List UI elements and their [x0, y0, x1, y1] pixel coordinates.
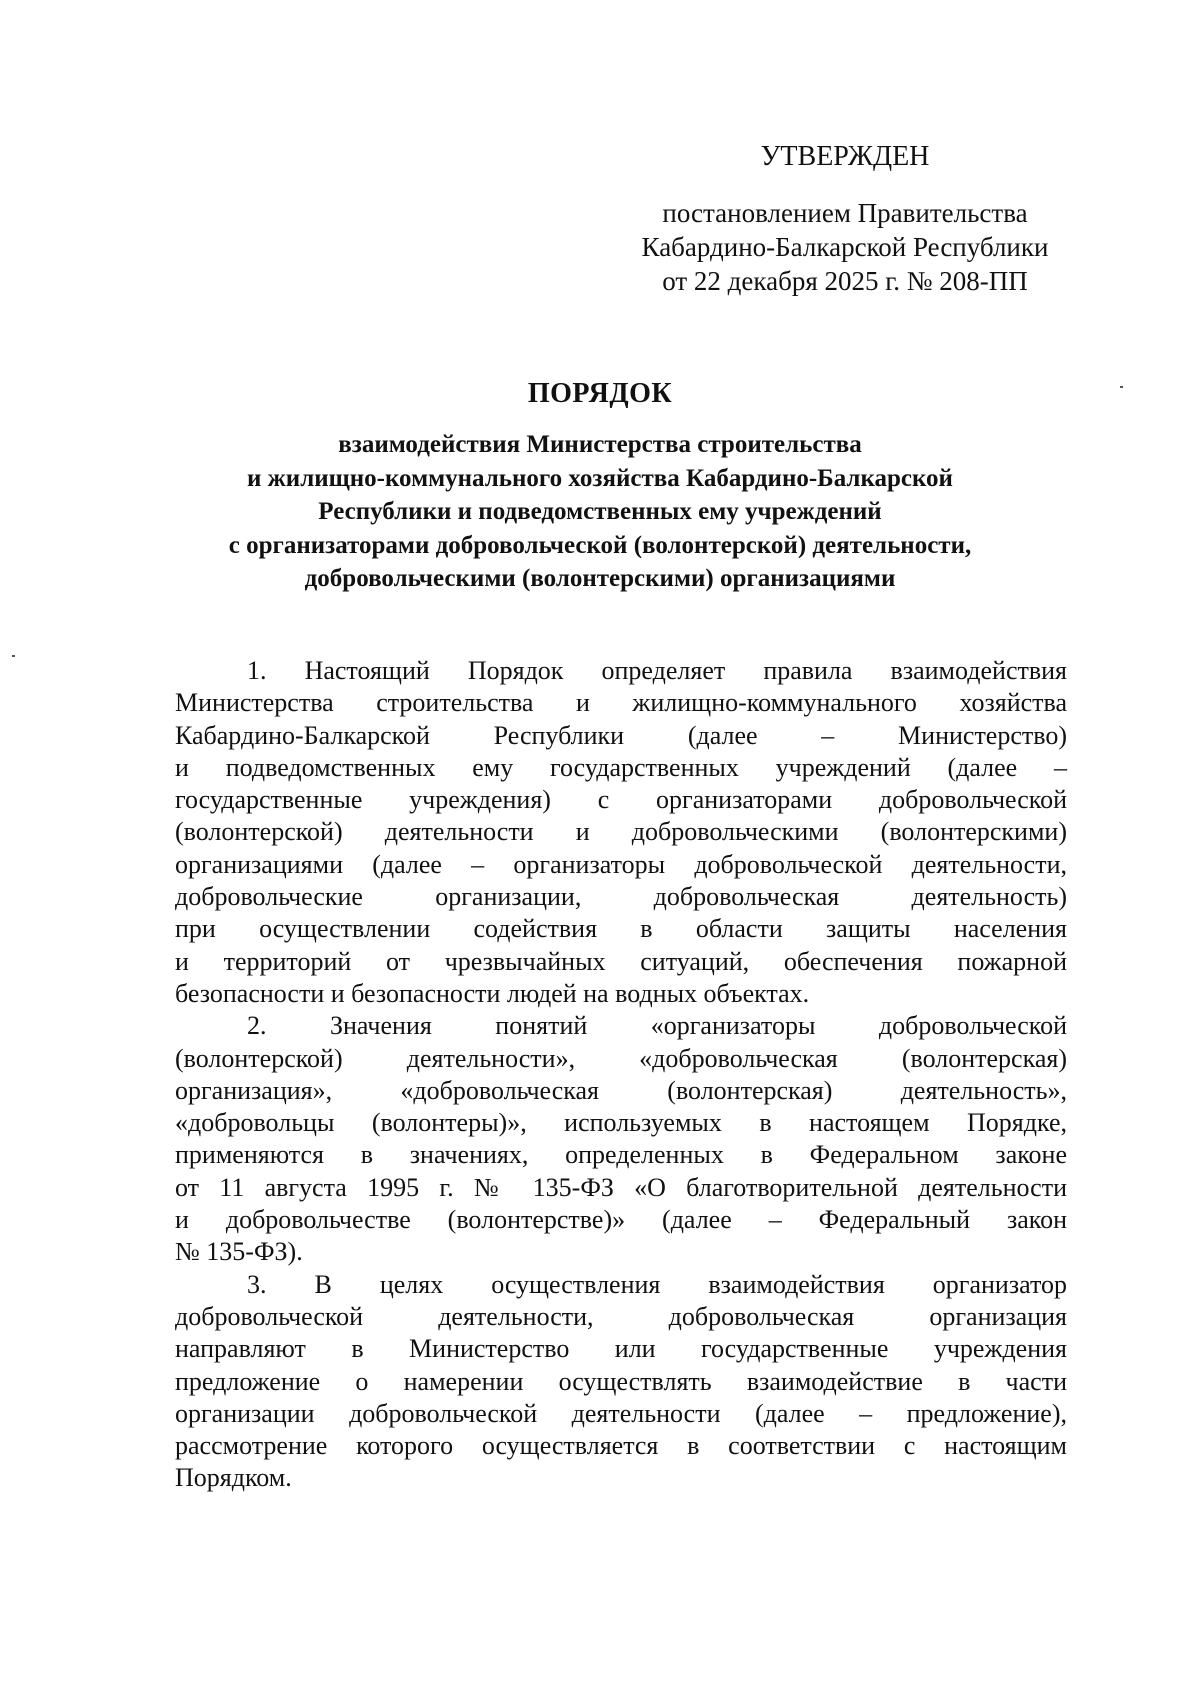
approval-title: УТВЕРЖДЕН [760, 141, 930, 172]
paragraph-line: государственные учреждения) с организаторами добровольческой [175, 785, 1067, 815]
approval-line: от 22 декабря 2025 г. № 208-ПП [662, 266, 1028, 296]
document-subtitle [150, 428, 1050, 596]
paragraph-line: и добровольчестве (волонтерстве)» (далее – Федеральный закон [175, 1205, 1067, 1235]
paragraph-line: (волонтерской) деятельности и добровольческими (волонтерскими) [175, 817, 1067, 847]
paragraph-line: при осуществлении содействия в области защиты населения [175, 914, 1067, 944]
paragraph-line: от 11 августа 1995 г. № 135-ФЗ «О благотворительной деятельности [175, 1172, 1067, 1202]
approval-line: Кабардино-Балкарской Республики [641, 232, 1049, 262]
paragraph-line: добровольческие организации, добровольческая деятельность) [175, 882, 1067, 912]
scan-speck [12, 655, 15, 657]
paragraph-line: безопасности и безопасности людей на водных объектах. [175, 978, 810, 1008]
paragraph-line: № 135-ФЗ). [175, 1237, 303, 1267]
paragraph-3 [175, 1269, 1067, 1495]
paragraph-line: организациями (далее – организаторы добровольческой деятельности, [175, 849, 1067, 879]
scan-speck [1120, 386, 1123, 388]
paragraph-line: добровольческой деятельности, добровольческая организация [175, 1301, 1067, 1331]
subtitle-line: и жилищно-коммунального хозяйства Кабардино-Балкарской [247, 464, 953, 492]
paragraph-line: организации добровольческой деятельности (далее – предложение), [175, 1398, 1067, 1428]
paragraph-line: и территорий от чрезвычайных ситуаций, обеспечения пожарной [175, 946, 1067, 976]
paragraph-line: 2. Значения понятий «организаторы добровольческой [247, 1011, 1067, 1041]
subtitle-line: Республики и подведомственных ему учреждений [318, 498, 882, 525]
approval-line: постановлением Правительства [662, 198, 1028, 228]
paragraph-line: Кабардино-Балкарской Республики (далее – Министерство) [175, 720, 1067, 750]
paragraph-line: рассмотрение которого осуществляется в соответствии с настоящим [175, 1431, 1067, 1461]
document-title: ПОРЯДОК [527, 378, 673, 409]
paragraph-line: Министерства строительства и жилищно-коммунального хозяйства [175, 688, 1067, 718]
paragraph-1 [175, 655, 1067, 1010]
paragraph-line: и подведомственных ему государственных учреждений (далее – [175, 752, 1067, 782]
approval-stamp [625, 140, 1065, 298]
paragraph-line: направляют в Министерство или государственные учреждения [175, 1334, 1067, 1364]
subtitle-line: взаимодействия Министерства строительства [338, 431, 862, 458]
paragraph-line: предложение о намерении осуществлять взаимодействие в части [175, 1366, 1067, 1396]
document-body [175, 655, 1067, 1495]
paragraph-line: 3. В целях осуществления взаимодействия организатор [247, 1269, 1067, 1299]
subtitle-line: с организаторами добровольческой (волонтерской) деятельности, [228, 531, 972, 559]
paragraph-line: применяются в значениях, определенных в Федеральном законе [175, 1140, 1067, 1170]
paragraph-line: 1. Настоящий Порядок определяет правила взаимодействия [247, 656, 1067, 685]
paragraph-line: Порядком. [175, 1463, 292, 1493]
paragraph-2 [175, 1010, 1067, 1268]
paragraph-line: «добровольцы (волонтеры)», используемых в настоящем Порядке, [175, 1108, 1067, 1138]
paragraph-line: организация», «добровольческая (волонтерская) деятельность», [175, 1075, 1067, 1105]
paragraph-line: (волонтерской) деятельности», «добровольческая (волонтерская) [175, 1043, 1067, 1073]
subtitle-line: добровольческими (волонтерскими) организациями [304, 565, 896, 592]
